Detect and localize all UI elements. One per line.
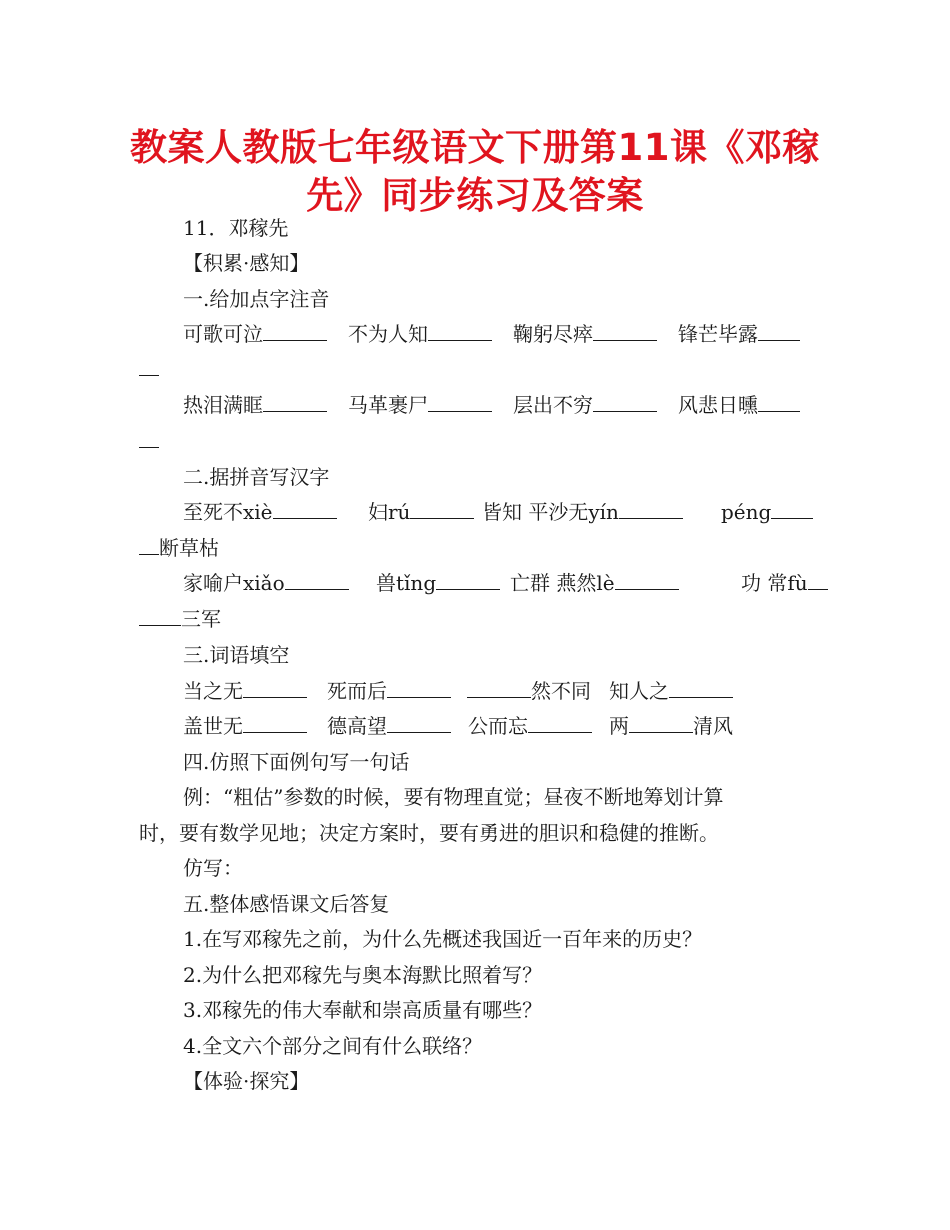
q3-item: 知人之 [609, 678, 733, 704]
q5-item-3: 3.邓稼先的伟大奉献和崇高质量有哪些？ [183, 998, 543, 1022]
answer-blank [243, 714, 307, 733]
answer-blank [758, 393, 800, 412]
document-title-line-2: 先》同步练习及答案 [306, 174, 644, 217]
q5-item-1: 1.在写邓稼先之前，为什么先概述我国近一百年来的历史？ [183, 927, 703, 951]
answer-blank [387, 679, 451, 698]
answer-blank [139, 429, 159, 448]
answer-blank [436, 571, 500, 590]
answer-blank [758, 322, 800, 341]
answer-blank [263, 393, 327, 412]
answer-blank [528, 714, 592, 733]
q3-item: 当之无 [183, 678, 307, 704]
q4-example-line-1: 例：“粗估”参数的时候，要有物理直觉；昼夜不断地筹划计算 [183, 785, 724, 809]
q2-item: péng [721, 499, 813, 525]
answer-blank [619, 500, 683, 519]
q1-item: 锋芒毕露 [678, 321, 800, 347]
answer-blank [139, 357, 159, 376]
q5-heading: 五.整体感悟课文后答复 [183, 892, 390, 916]
answer-blank [387, 714, 451, 733]
answer-blank [428, 322, 492, 341]
section-explore-heading: 【体验·探究】 [183, 1069, 310, 1093]
q2-item: 家喻户xiǎo [183, 570, 349, 596]
answer-blank [593, 322, 657, 341]
q1-item: 层出不穷 [513, 392, 657, 418]
q2-item: 兽tǐng [376, 570, 500, 596]
q1-item: 热泪满眶 [183, 392, 327, 418]
answer-blank [467, 679, 531, 698]
q3-item: 然不同 [467, 678, 591, 704]
q2-item: 皆知 平沙无yín [482, 499, 683, 525]
section-accumulate-heading: 【积累·感知】 [183, 251, 310, 275]
q1-item: 风悲日曛 [678, 392, 800, 418]
answer-blank [139, 536, 159, 555]
q2-item: 妇rú [368, 499, 474, 525]
answer-blank [669, 679, 733, 698]
q3-item: 德高望 [327, 713, 451, 739]
answer-blank [139, 607, 181, 626]
answer-blank [808, 571, 828, 590]
q5-item-2: 2.为什么把邓稼先与奥本海默比照着写？ [183, 963, 543, 987]
answer-blank [615, 571, 679, 590]
q2-item-wrap: 断草枯 [139, 535, 219, 561]
q2-item-wrap: 三军 [139, 606, 221, 632]
answer-blank [243, 679, 307, 698]
q3-item: 盖世无 [183, 713, 307, 739]
q1-item: 不为人知 [348, 321, 492, 347]
q2-item: 亡群 燕然lè [510, 570, 679, 596]
q1-item: 马革裹尸 [348, 392, 492, 418]
lesson-heading: 11．邓稼先 [183, 216, 289, 240]
answer-blank [428, 393, 492, 412]
q3-heading: 三.词语填空 [183, 643, 290, 667]
q2-heading: 二.据拼音写汉字 [183, 465, 330, 489]
answer-blank [629, 714, 693, 733]
q4-heading: 四.仿照下面例句写一句话 [183, 750, 410, 774]
answer-blank [771, 500, 813, 519]
q1-item: 可歌可泣 [183, 321, 327, 347]
q1-item-wrap [139, 356, 159, 382]
answer-blank [273, 500, 337, 519]
q4-imitate-label: 仿写： [183, 856, 243, 880]
q4-example-line-2: 时，要有数学见地；决定方案时，要有勇进的胆识和稳健的推断。 [139, 821, 719, 845]
q3-item: 两 清风 [609, 714, 733, 738]
answer-blank [410, 500, 474, 519]
q3-item: 公而忘 [468, 713, 592, 739]
q1-item-wrap [139, 428, 159, 454]
document-title-line-1: 教案人教版七年级语文下册第11课《邓稼 [130, 126, 820, 169]
q3-item: 死而后 [327, 678, 451, 704]
q5-item-4: 4.全文六个部分之间有什么联络？ [183, 1034, 483, 1058]
answer-blank [263, 322, 327, 341]
answer-blank [593, 393, 657, 412]
q2-item: 功 常fù [741, 570, 828, 596]
q2-item: 至死不xiè [183, 499, 337, 525]
q1-item: 鞠躬尽瘁 [513, 321, 657, 347]
answer-blank [285, 571, 349, 590]
q1-heading: 一.给加点字注音 [183, 287, 330, 311]
